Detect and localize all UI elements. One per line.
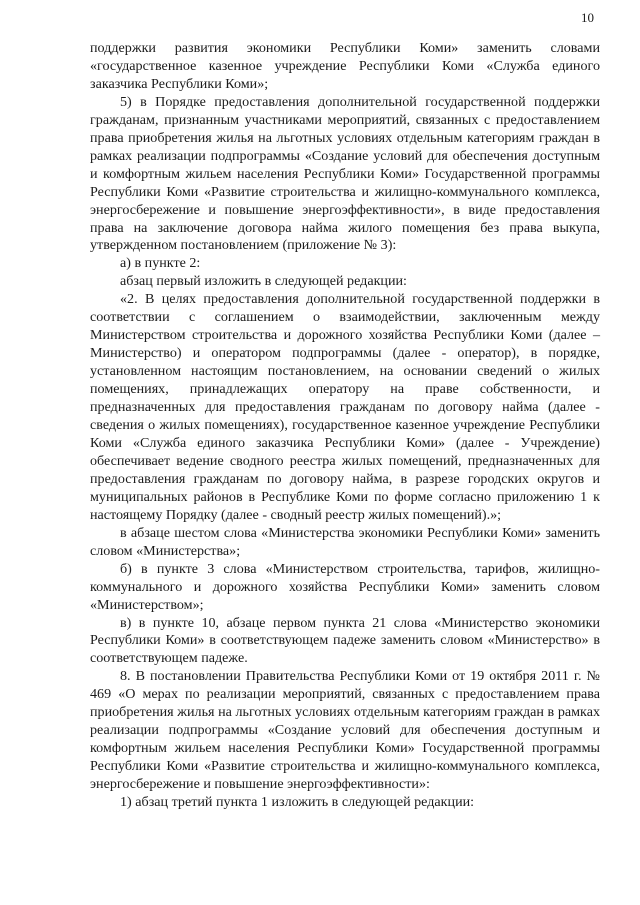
paragraph-item-8-1: 1) абзац третий пункта 1 изложить в следующей редакции: [120,794,475,811]
paragraph-subitem-b: б) в пункте 3 слова «Министерством строительства, тарифов, жилищно-коммунального и дорожного хозяйства Республики Коми» заменить словом «Министерством»; [90,560,600,613]
paragraph-subitem-a: а) в пункте 2: [120,255,201,272]
paragraph-first-abzac: абзац первый изложить в следующей редакции: [120,273,407,290]
paragraph-subitem-v: в) в пункте 10, абзаце первом пункта 21 слова «Министерство экономики Республики Коми» в соответствующем падеже заменить словом «Министерство» в соответствующем падеже. [90,614,600,667]
paragraph-quoted-point-2: «2. В целях предоставления дополнительной государственной поддержки в соответствии с соглашением о взаимодействии, заключенным между Министерством строительства и дорожного хозяйства Республики Коми (далее – Министерство) и оператором подпрограммы (далее - оператор), в порядке, установленном настоящим постановлением, на основании сведений о жилых помещениях, принадлежащих оператору на праве собственности, и предназначенных для предоставления гражданам по договору найма (далее - сведения о жилых помещениях), государственное казенное учреждение Республики Коми «Служба единого заказчика Республики Коми» (далее - Учреждение) обеспечивает ведение сводного реестра жилых помещений, предназначенных для предоставления гражданам по договору найма, в разрезе городских округов и муниципальных районов в Республике Коми по форме согласно приложению 1 к настоящему Порядку (далее - сводный реестр жилых помещений).»; [90,291,600,523]
paragraph-item-8: 8. В постановлении Правительства Республики Коми от 19 октября 2011 г. № 469 «О мерах по реализации мероприятий, связанных с предоставлением права приобретения жилья на льготных условиях отдельным категориям граждан в рамках реализации подпрограммы «Создание условий для обеспечения доступным и комфортным жильем населения Республики Коми» Государственной программы Республики Коми «Развитие строительства и жилищно-коммунального комплекса, энергосбережение и повышение энергоэффективности»: [90,668,600,793]
paragraph-sixth-abzac: в абзаце шестом слова «Министерства экономики Республики Коми» заменить словом «Министерства»; [90,524,600,559]
paragraph-continuation: поддержки развития экономики Республики Коми» заменить словами «государственное казенное учреждение Республики Коми «Служба единого заказчика Республики Коми»; [90,40,600,92]
page-number: 10 [581,10,594,25]
document-body [90,40,600,812]
paragraph-item-5: 5) в Порядке предоставления дополнительной государственной поддержки гражданам, признанным участниками мероприятий, связанных с предоставлением права приобретения жилья на льготных условиях отдельным категориям граждан в рамках реализации подпрограммы «Создание условий для обеспечения доступным и комфортным жильем населения Республики Коми» Государственной программы Республики Коми «Развитие строительства и жилищно-коммунального комплекса, энергосбережение и повышение энергоэффективности», в виде предоставления права на заключение договора найма жилого помещения без права выкупа, утвержденном постановлением (приложение № 3): [90,93,600,254]
